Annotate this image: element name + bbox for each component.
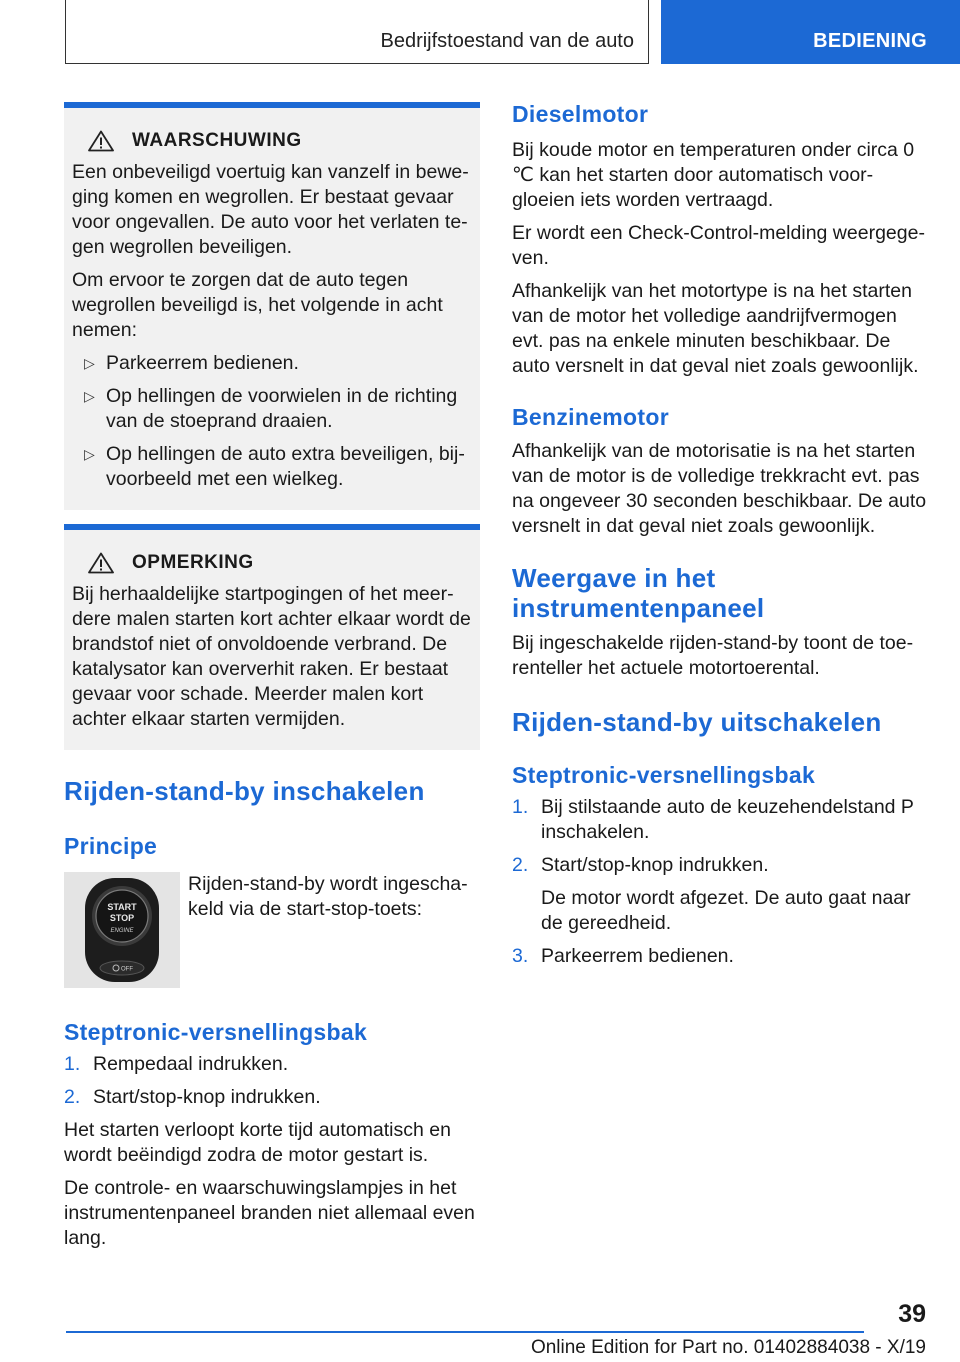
section-title: Bedrijfstoestand van de auto [380, 30, 634, 52]
warning-title: WAARSCHUWING [132, 130, 302, 151]
body-paragraph: Afhankelijk van het motortype is na het starten van de motor het volledige aandrijfvermogen evt. pas na enkele minuten beschikbaar. De auto versnelt in dat geval niet zoals gewoonlijk. [512, 280, 919, 377]
warning-bullet-list [72, 351, 472, 492]
body-paragraph: De controle- en waarschuwingslampjes in het instrumentenpaneel branden niet allemaal even lang. [64, 1177, 475, 1249]
subsection-heading: Principe [64, 833, 158, 859]
note-box [64, 524, 480, 750]
list-item: 2. Start/stop-knop indrukken. [64, 1086, 321, 1108]
footer-edition-text: Online Edition for Part no. 01402884038 - X/19 [530, 1337, 926, 1358]
step-number: 2. [512, 854, 529, 876]
step-number: 2. [64, 1086, 81, 1108]
start-stop-button-illustration [77, 874, 167, 986]
button-label-stop: STOP [109, 913, 135, 923]
note-header [88, 552, 472, 574]
subsection-heading: Steptronic-versnellingsbak [512, 762, 816, 788]
principle-block [64, 872, 480, 988]
principle-text: Rijden-stand-by wordt ingeschakeld via de start-stop-toets: [188, 873, 468, 920]
body-paragraph: Het starten verloopt korte tijd automatisch en wordt beëindigd zodra de motor gestart is. [64, 1119, 451, 1166]
button-label-off: OFF [121, 966, 133, 973]
triangle-bullet-icon: ▷ [84, 446, 95, 462]
warning-header [88, 130, 472, 152]
footer-divider [66, 1331, 864, 1333]
start-stop-button-image [64, 872, 180, 988]
triangle-bullet-icon: ▷ [84, 388, 95, 404]
body-paragraph: Bij koude motor en temperaturen onder circa 0 ℃ kan het starten door automatisch voorgloeien iets worden vertraagd. [512, 139, 915, 211]
section-heading: Weergave in het instrumentenpaneel [512, 563, 765, 623]
list-item: ▷ Parkeerrem bedienen. [84, 352, 299, 374]
warning-paragraph: Een onbeveiligd voertuig kan vanzelf in beweging komen en wegrollen. Er bestaat gevaar voor ongevallen. De auto voor het verlaten tegen wegrollen beveiligen. [72, 161, 469, 258]
step-number: 3. [512, 945, 529, 967]
page-number: 39 [898, 1300, 926, 1328]
warning-triangle-icon [88, 130, 114, 152]
list-item: 1. Bij stilstaande auto de keuzehendelstand P inschakelen. [512, 796, 914, 843]
button-label-engine: ENGINE [110, 928, 134, 934]
note-paragraph: Bij herhaaldelijke startpogingen of het meerdere malen starten kort achter elkaar wordt de brandstof niet of onvoldoende verbrand. De katalysator kan oververhit raken. Er bestaat gevaar voor schade. Meerder malen kort achter elkaar starten vermijden. [72, 583, 471, 730]
body-paragraph: Er wordt een Check-Control-melding weergegeven. [512, 222, 925, 269]
left-column [64, 102, 480, 1251]
subsection-heading: Benzinemotor [512, 404, 669, 430]
step-number: 1. [64, 1053, 81, 1075]
subsection-heading: Steptronic-versnellingsbak [64, 1019, 368, 1045]
step-number: 1. [512, 796, 529, 818]
header-frame [65, 0, 649, 64]
button-label-start: START [107, 902, 137, 912]
subsection-heading: Dieselmotor [512, 101, 649, 127]
start-steps-list [64, 1052, 480, 1110]
list-item: ▷ Op hellingen de voorwielen in de richting van de stoeprand draaien. [84, 385, 458, 432]
list-item: 2. Start/stop-knop indrukken. De motor wordt afgezet. De auto gaat naar de gereedheid. [512, 853, 928, 936]
stop-steps-list [512, 795, 928, 969]
warning-triangle-icon [88, 552, 114, 574]
list-item: ▷ Op hellingen de auto extra beveiligen, bijvoorbeeld met een wielkeg. [84, 443, 465, 490]
body-paragraph: Afhankelijk van de motorisatie is na het starten van de motor is de volledige trekkracht evt. pas na ongeveer 30 seconden beschikbaar. De auto versnelt in dat geval niet zoals gewoonlijk. [512, 440, 927, 537]
triangle-bullet-icon: ▷ [84, 355, 95, 371]
list-item: 3. Parkeerrem bedienen. [512, 945, 734, 967]
section-heading: Rijden-stand-by uitschakelen [512, 707, 882, 737]
warning-paragraph: Om ervoor te zorgen dat de auto tegen wegrollen beveiligd is, het volgende in acht nemen: [72, 269, 443, 341]
chapter-tab[interactable]: BEDIENING [661, 0, 960, 64]
note-title: OPMERKING [132, 552, 254, 573]
warning-box [64, 102, 480, 510]
list-item: 1. Rempedaal indrukken. [64, 1053, 289, 1075]
right-column [512, 100, 928, 977]
body-paragraph: Bij ingeschakelde rijden-stand-by toont de toerenteller het actuele motortoerental. [512, 632, 914, 679]
step-subtext: De motor wordt afgezet. De auto gaat naar de gereedheid. [541, 887, 911, 934]
section-heading: Rijden-stand-by inschakelen [64, 776, 425, 806]
